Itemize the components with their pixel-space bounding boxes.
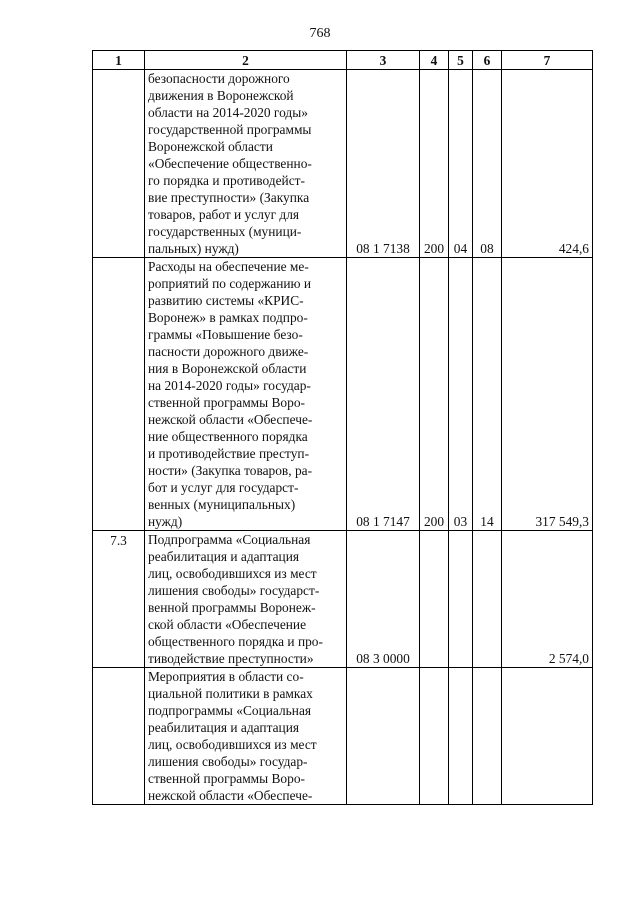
row-col6-cell bbox=[473, 668, 502, 805]
row-col6-cell: 08 bbox=[473, 70, 502, 258]
header-col-1: 1 bbox=[93, 51, 145, 70]
header-col-7: 7 bbox=[502, 51, 593, 70]
row-code-cell: 08 1 7147 bbox=[347, 258, 420, 531]
row-col5-cell: 04 bbox=[449, 70, 473, 258]
row-col4-cell bbox=[420, 668, 449, 805]
row-code-cell bbox=[347, 668, 420, 805]
row-col4-cell: 200 bbox=[420, 70, 449, 258]
header-col-3: 3 bbox=[347, 51, 420, 70]
row-amount-cell: 2 574,0 bbox=[502, 531, 593, 668]
row-col5-cell: 03 bbox=[449, 258, 473, 531]
table-header-row bbox=[93, 51, 593, 70]
row-number-cell bbox=[93, 258, 145, 531]
row-description-cell: Расходы на обеспечение ме- роприятий по содержанию и развитию системы «КРИС- Воронеж» в рамках подпро- граммы «Повышение безо- пасности дорожного движе- ния в Воронежской области на 2014-2020 годы» государ- ственной программы Воро- нежской области «Обеспече- ние общественного порядка и противодействие преступ- ности» (Закупка товаров, ра- бот и услуг для государст- венных (муниципальных) нужд) bbox=[145, 258, 347, 531]
table-row bbox=[93, 70, 593, 258]
row-col4-cell bbox=[420, 531, 449, 668]
row-col4-cell: 200 bbox=[420, 258, 449, 531]
row-amount-cell: 317 549,3 bbox=[502, 258, 593, 531]
table-row bbox=[93, 258, 593, 531]
row-col5-cell bbox=[449, 668, 473, 805]
page-number: 768 bbox=[309, 26, 331, 41]
row-amount-cell: 424,6 bbox=[502, 70, 593, 258]
row-col6-cell: 14 bbox=[473, 258, 502, 531]
row-description-cell: безопасности дорожного движения в Воронежской области на 2014-2020 годы» государственной программы Воронежской области «Обеспечение общественно- го порядка и противодейст- вие преступности» (Закупка товаров, работ и услуг для государственных (муници- пальных) нужд) bbox=[145, 70, 347, 258]
header-col-2: 2 bbox=[145, 51, 347, 70]
header-col-6: 6 bbox=[473, 51, 502, 70]
row-amount-cell bbox=[502, 668, 593, 805]
header-col-4: 4 bbox=[420, 51, 449, 70]
row-code-cell: 08 1 7138 bbox=[347, 70, 420, 258]
row-description-cell: Подпрограмма «Социальная реабилитация и адаптация лиц, освободившихся из мест лишения свободы» государст- венной программы Воронеж- ской области «Обеспечение общественного порядка и про- тиводействие преступности» bbox=[145, 531, 347, 668]
row-number-cell: 7.3 bbox=[93, 531, 145, 668]
table-row bbox=[93, 531, 593, 668]
budget-table bbox=[92, 50, 593, 805]
row-col6-cell bbox=[473, 531, 502, 668]
row-code-cell: 08 3 0000 bbox=[347, 531, 420, 668]
header-col-5: 5 bbox=[449, 51, 473, 70]
row-col5-cell bbox=[449, 531, 473, 668]
row-number-cell bbox=[93, 70, 145, 258]
table-row bbox=[93, 668, 593, 805]
row-number-cell bbox=[93, 668, 145, 805]
row-description-cell: Мероприятия в области со- циальной политики в рамках подпрограммы «Социальная реабилитация и адаптация лиц, освободившихся из мест лишения свободы» государ- ственной программы Воро- нежской области «Обеспече- bbox=[145, 668, 347, 805]
